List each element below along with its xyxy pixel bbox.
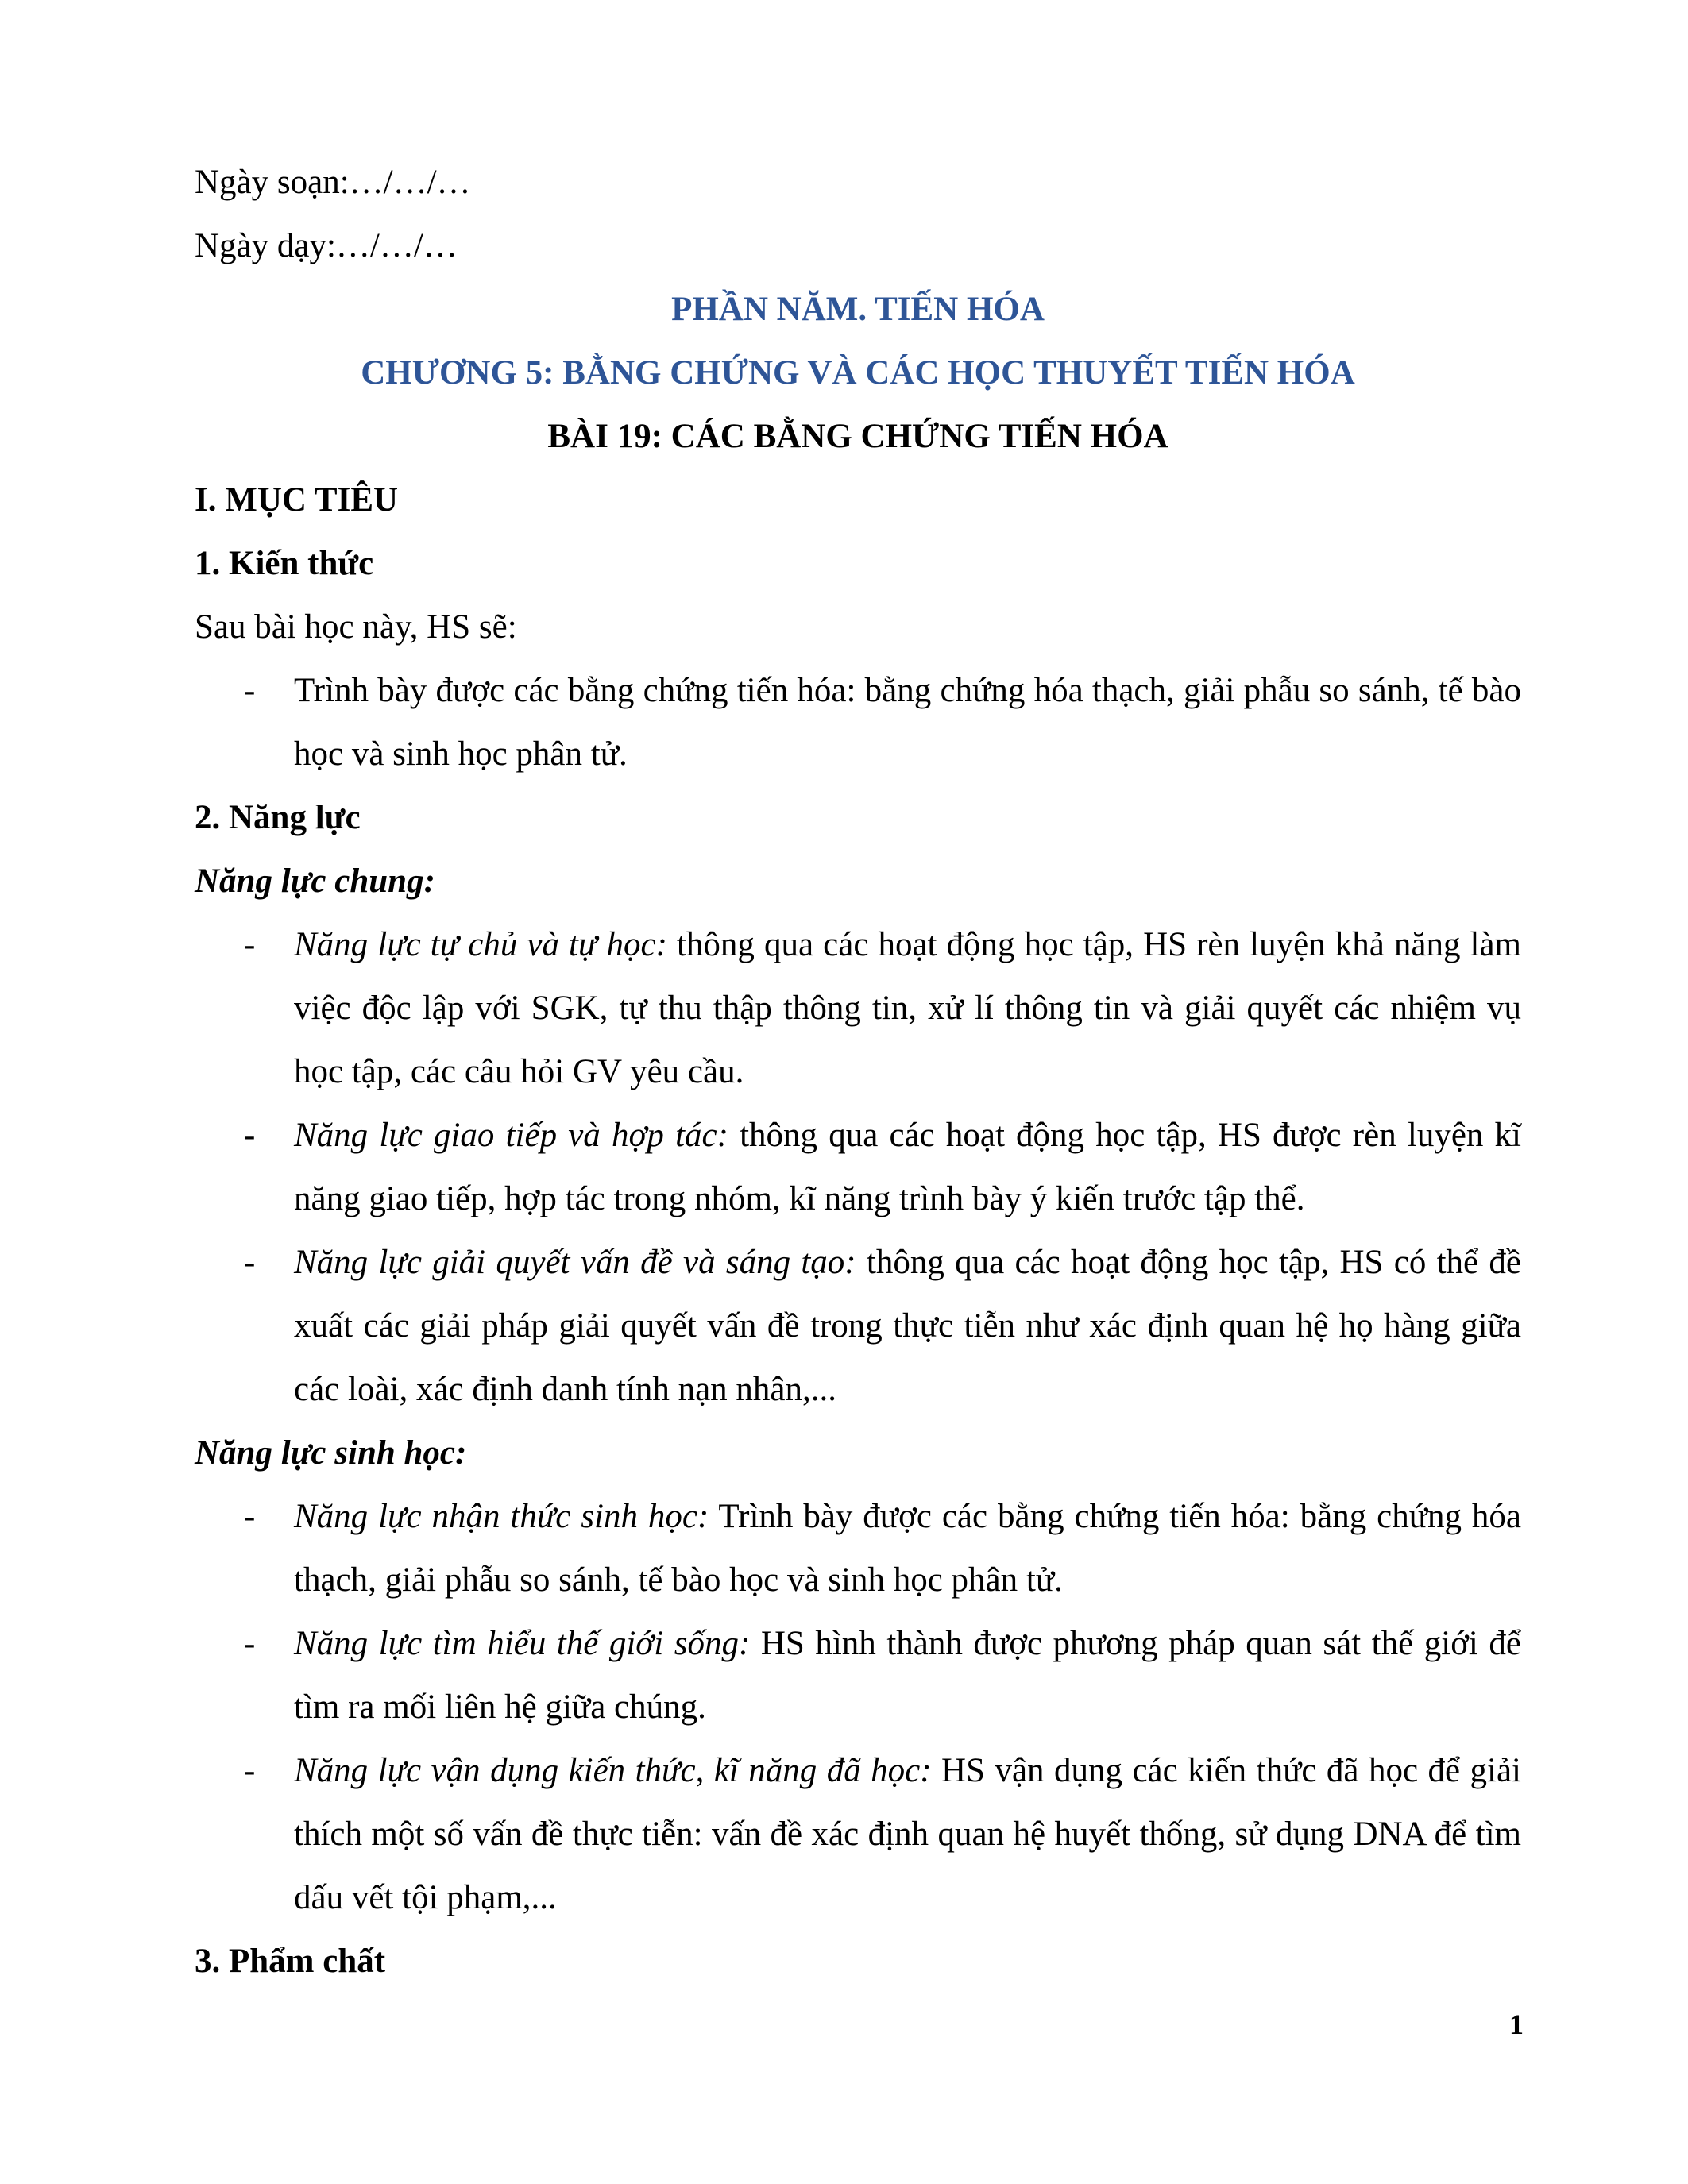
competence-lead: Năng lực giải quyết vấn đề và sáng tạo: bbox=[294, 1244, 856, 1281]
knowledge-intro: Sau bài học này, HS sẽ: bbox=[195, 608, 517, 646]
competence-lead: Năng lực giao tiếp và hợp tác: bbox=[294, 1117, 728, 1154]
competence-text: Trình bày được các bằng chứng tiến hóa: bằng chứng hóa thạch, giải phẫu so sánh, tế bào học và sinh học phân tử. bbox=[294, 1498, 1521, 1599]
general-competence-item bbox=[195, 913, 1521, 1104]
competence-lead: Năng lực tự chủ và tự học: bbox=[294, 926, 667, 963]
competence-lead: Năng lực nhận thức sinh học: bbox=[294, 1498, 709, 1535]
teach-date: Ngày dạy:…/…/… bbox=[195, 227, 458, 264]
knowledge-item bbox=[195, 659, 1521, 786]
competence-text: thông qua các hoạt động học tập, HS rèn luyện khả năng làm việc độc lập với SGK, tự thu thập thông tin, xử lí thông tin và giải quyết các nhiệm vụ học tập, các câu hỏi GV yêu cầu. bbox=[294, 926, 1521, 1090]
competence-heading: 2. Năng lực bbox=[195, 799, 361, 836]
bullet-dash: - bbox=[244, 672, 256, 709]
chapter-title: CHƯƠNG 5: BẰNG CHỨNG VÀ CÁC HỌC THUYẾT TIẾN HÓA bbox=[361, 354, 1355, 392]
bullet-dash: - bbox=[244, 1752, 256, 1789]
quality-heading: 3. Phẩm chất bbox=[195, 1943, 386, 1980]
competence-text: thông qua các hoạt động học tập, HS có thể đề xuất các giải pháp giải quyết vấn đề trong thực tiễn như xác định quan hệ họ hàng giữa các loài, xác định danh tính nạn nhân,... bbox=[294, 1244, 1521, 1408]
page-number: 1 bbox=[1509, 2008, 1524, 2040]
competence-lead: Năng lực vận dụng kiến thức, kĩ năng đã học: bbox=[294, 1752, 932, 1789]
competence-text: HS hình thành được phương pháp quan sát thế giới để tìm ra mối liên hệ giữa chúng. bbox=[294, 1625, 1521, 1726]
part-title: PHẦN NĂM. TIẾN HÓA bbox=[671, 291, 1045, 328]
bullet-dash: - bbox=[244, 1244, 256, 1281]
document-page bbox=[195, 151, 1521, 1993]
biology-competence-heading: Năng lực sinh học: bbox=[195, 1434, 467, 1472]
general-competence-item bbox=[195, 1104, 1521, 1231]
general-competence-heading: Năng lực chung: bbox=[195, 862, 435, 900]
biology-competence-item bbox=[195, 1612, 1521, 1739]
bullet-dash: - bbox=[244, 1117, 256, 1154]
general-competence-item bbox=[195, 1231, 1521, 1422]
lesson-title: BÀI 19: CÁC BẰNG CHỨNG TIẾN HÓA bbox=[547, 418, 1168, 455]
competence-text: thông qua các hoạt động học tập, HS được rèn luyện kĩ năng giao tiếp, hợp tác trong nhóm, kĩ năng trình bày ý kiến trước tập thể. bbox=[294, 1117, 1522, 1217]
bullet-dash: - bbox=[244, 1625, 256, 1662]
knowledge-heading: 1. Kiến thức bbox=[195, 545, 374, 582]
bullet-dash: - bbox=[244, 1498, 256, 1535]
knowledge-item-text: Trình bày được các bằng chứng tiến hóa: bằng chứng hóa thạch, giải phẫu so sánh, tế bào học và sinh học phân tử. bbox=[294, 672, 1521, 773]
biology-competence-item bbox=[195, 1485, 1521, 1612]
bullet-dash: - bbox=[244, 926, 256, 963]
section-objectives-heading: I. MỤC TIÊU bbox=[195, 481, 399, 519]
competence-text: HS vận dụng các kiến thức đã học để giải thích một số vấn đề thực tiễn: vấn đề xác định quan hệ huyết thống, sử dụng DNA để tìm dấu vết tội phạm,... bbox=[294, 1752, 1521, 1916]
competence-lead: Năng lực tìm hiểu thế giới sống: bbox=[294, 1625, 751, 1662]
biology-competence-item bbox=[195, 1739, 1521, 1930]
prep-date: Ngày soạn:…/…/… bbox=[195, 164, 471, 201]
